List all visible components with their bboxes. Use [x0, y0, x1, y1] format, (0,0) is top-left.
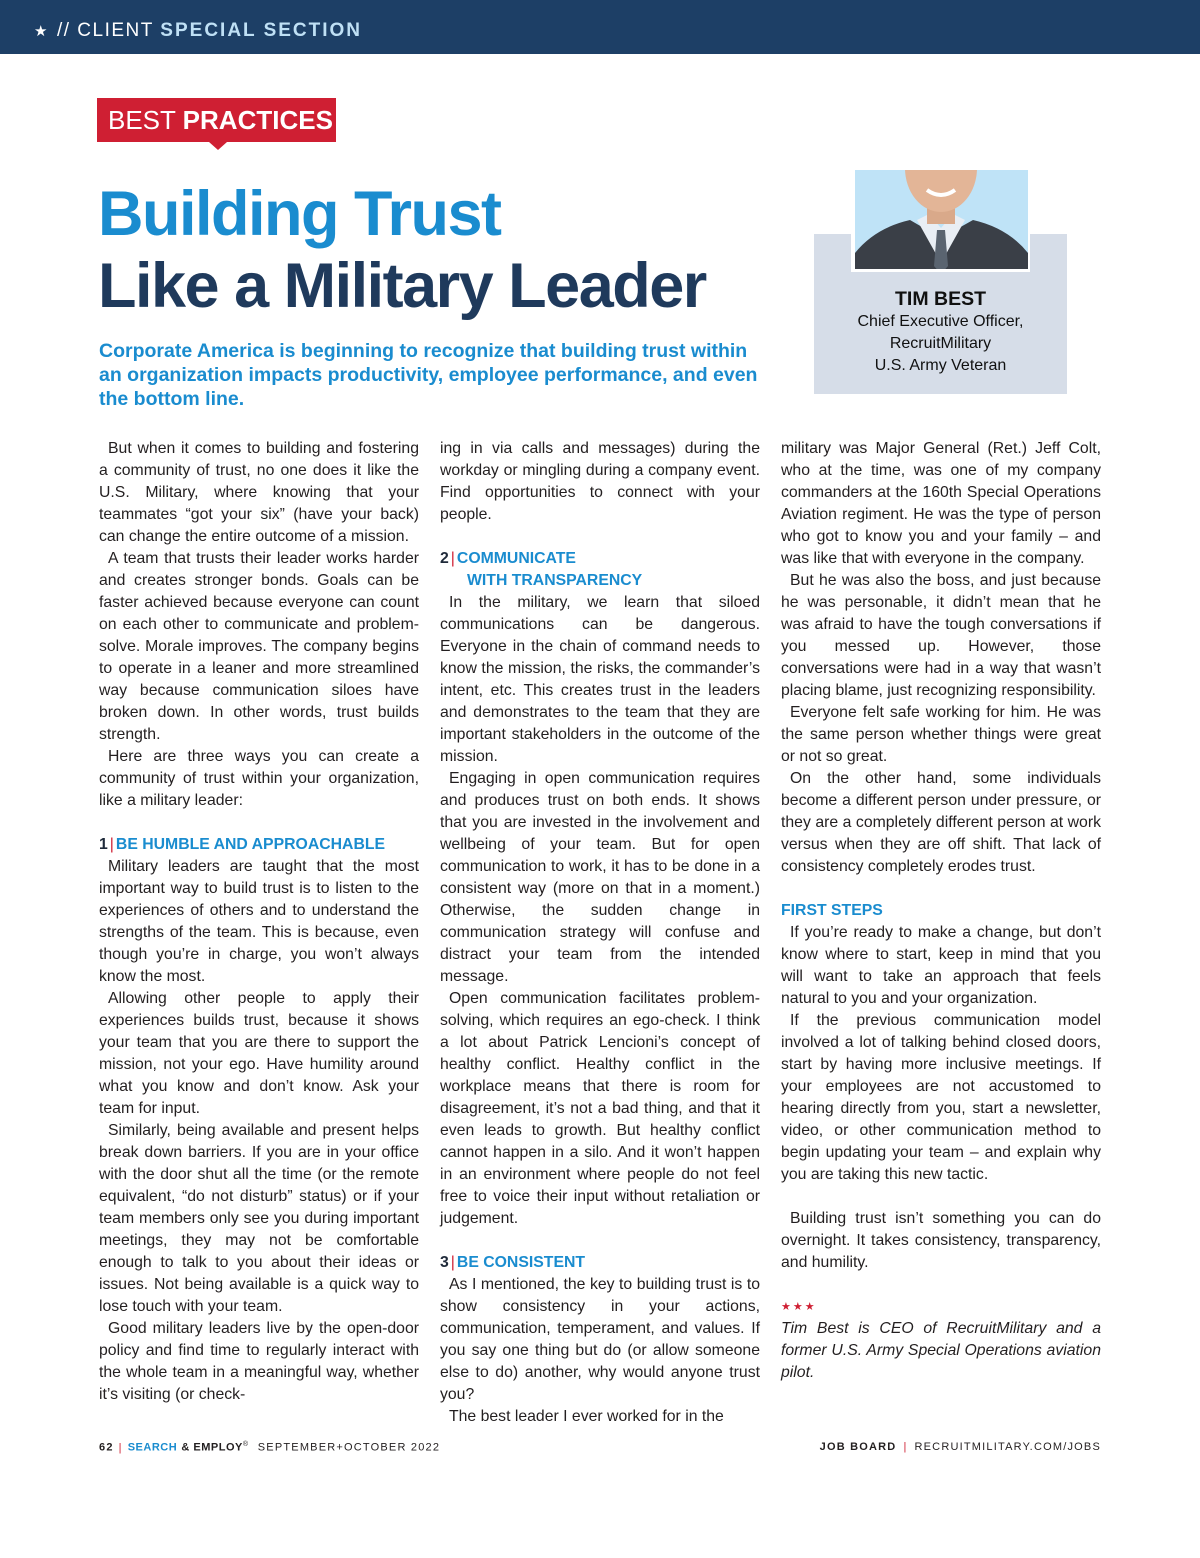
- paragraph: Engaging in open communication requires and produces trust on both ends. It shows that you are invested in the involvement and wellbeing of your team. But for open communication to work, it has to be done in a consistent way (more on that in a moment.) Otherwise, the sudden change in communication strategy will confuse and distract your team from the intended message.: [440, 770, 760, 985]
- paragraph: If you’re ready to make a change, but don’t know where to start, keep in mind that you will want to take an approach that feels natural to you and your organization.: [781, 924, 1101, 1007]
- paragraph: On the other hand, some individuals become a different person under pressure, or they are a completely different person at work versus when they are off shift. That lack of consistency completely erodes trust.: [781, 770, 1101, 875]
- category-tag-light: BEST: [108, 105, 176, 135]
- page-number: 62: [99, 1441, 114, 1454]
- star-icon: ★: [34, 23, 49, 40]
- footer-job-board: JOB BOARD | RECRUITMILITARY.COM/JOBS: [819, 1441, 1101, 1453]
- author-portrait-icon: [855, 170, 1028, 269]
- paragraph: Similarly, being available and present helps break down barriers. If you are in your office with the door shut all the time (or the remote equivalent, “do not disturb” status) or if your team members only see you during important meetings, they may not be comfortable enough to talk to you about their ideas or issues. Not being available is a quick way to lose touch with your team.: [99, 1122, 419, 1315]
- paragraph: Open communication facilitates problem-solving, which requires an ego-check. I think a lot about Patrick Lencioni’s concept of healthy conflict. Healthy conflict in the workplace means that there is room for disagreement, it’s not a bad thing, and that it even leads to growth. But healthy conflict cannot happen in a silo. And it won’t happen in an environment where people do not feel free to voice their input without retaliation or judgement.: [440, 990, 760, 1227]
- section-heading-first-steps: FIRST STEPS: [781, 902, 883, 919]
- paragraph: But he was also the boss, and just because he was personable, it didn’t mean that he was afraid to have the tough conversations if you messed up. However, those conversations were had in a way that wasn’t placing blame, just recognizing responsibility.: [781, 572, 1101, 699]
- section-heading-transparency: 2 | COMMUNICATE: [440, 550, 576, 567]
- paragraph: If the previous communication model involved a lot of talking behind closed doors, start by having more inclusive meetings. If your employees are not accustomed to hearing directly from you, start a newsletter, video, or other communication method to begin updating your team – and explain why you are taking this new tactic.: [781, 1012, 1101, 1183]
- section-banner: [0, 0, 1200, 54]
- paragraph: Building trust isn’t something you can do overnight. It takes consistency, transparency, and humility.: [781, 1210, 1101, 1271]
- section-heading-humble: 1 | BE HUMBLE AND APPROACHABLE: [99, 836, 386, 853]
- section-heading-transparency-line-2: WITH TRANSPARENCY: [467, 572, 643, 589]
- headline-line-1: Building Trust: [98, 179, 501, 249]
- paragraph: Military leaders are taught that the most important way to build trust is to listen to the experiences of others and to understand the strengths of the team. This is because, even though you’re in charge, you won’t always know the most.: [99, 858, 419, 985]
- paragraph: But when it comes to building and fostering a community of trust, no one does it like the U.S. Military, where knowing that your teammates “got your six” (have your back) can change the entire outcome of a mission.: [99, 440, 419, 545]
- section-name: SPECIAL SECTION: [160, 20, 363, 41]
- footer-folio: 62 | SEARCH & EMPLOY® SEPTEMBER+OCTOBER 2022: [99, 1441, 441, 1454]
- deck-subheading: Corporate America is beginning to recognize that building trust within an organization impacts productivity, employee performance, and even the bottom line.: [99, 340, 758, 410]
- paragraph: A team that trusts their leader works harder and creates stronger bonds. Goals can be faster achieved because everyone can count on each other to communicate and problem-solve. Morale improves. The company begins to operate in a leaner and more streamlined way because communication siloes have broken down. In other words, trust builds strength.: [99, 550, 419, 743]
- paragraph: Allowing other people to apply their experiences builds trust, because it shows your team that you are there to support the mission, not your ego. Have humility around what you know and don’t know. Ask your team for input.: [99, 990, 419, 1117]
- author-name: TIM BEST: [895, 288, 986, 310]
- paragraph: Everyone felt safe working for him. He was the same person whether things were great or not so great.: [781, 704, 1101, 765]
- stars-divider-icon: ★★★: [781, 1301, 817, 1313]
- author-company: RecruitMilitary: [889, 335, 992, 352]
- paragraph: military was Major General (Ret.) Jeff Colt, who at the time, was one of my company commanders at the 160th Special Operations Aviation regiment. He was the type of person who got to know you and your family – and was like that with everyone in the company.: [781, 440, 1101, 567]
- paragraph: The best leader I ever worked for in the: [449, 1408, 724, 1425]
- paragraph: ing in via calls and messages) during the workday or mingling during a company event. Find opportunities to connect with your people.: [440, 440, 760, 523]
- category-tag: [97, 98, 336, 142]
- article-column-3: [781, 438, 1101, 1384]
- headline-line-2: Like a Military Leader: [98, 251, 706, 321]
- section-banner-text: [34, 19, 362, 44]
- job-board-url[interactable]: RECRUITMILITARY.COM/JOBS: [914, 1441, 1101, 1453]
- author-service: U.S. Army Veteran: [874, 357, 1007, 374]
- issue-date: SEPTEMBER+OCTOBER 2022: [257, 1441, 441, 1454]
- magazine-name: SEARCH: [127, 1441, 178, 1454]
- paragraph: Here are three ways you can create a community of trust within your organization, like a military leader:: [99, 748, 419, 809]
- article-column-2: [440, 438, 760, 1428]
- category-tag-bold: PRACTICES: [182, 105, 333, 135]
- job-board-label: JOB BOARD: [819, 1441, 897, 1453]
- author-photo: [855, 170, 1028, 269]
- paragraph: As I mentioned, the key to building trust is to show consistency in your actions, communication, temperament, and values. If you say one thing but do (or allow someone else to do) another, why would anyone trust you?: [440, 1276, 760, 1403]
- paragraph: In the military, we learn that siloed communications can be dangerous. Everyone in the chain of command needs to know the mission, the risks, the commander’s intent, etc. This creates trust in the leaders and demonstrates to the team that they are important stakeholders in the outcome of the mission.: [440, 594, 760, 765]
- author-title: Chief Executive Officer,: [857, 313, 1024, 330]
- paragraph: Good military leaders live by the open-door policy and find time to regularly interact with the whole team in a meaningful way, whether it’s visiting (or check-: [99, 1320, 419, 1403]
- author-bio: Tim Best is CEO of RecruitMilitary and a former U.S. Army Special Operations aviation pilot.: [781, 1320, 1101, 1381]
- article-column-1: [99, 438, 419, 1406]
- section-heading-consistent: 3 | BE CONSISTENT: [440, 1254, 586, 1271]
- section-prefix: // CLIENT: [56, 20, 154, 41]
